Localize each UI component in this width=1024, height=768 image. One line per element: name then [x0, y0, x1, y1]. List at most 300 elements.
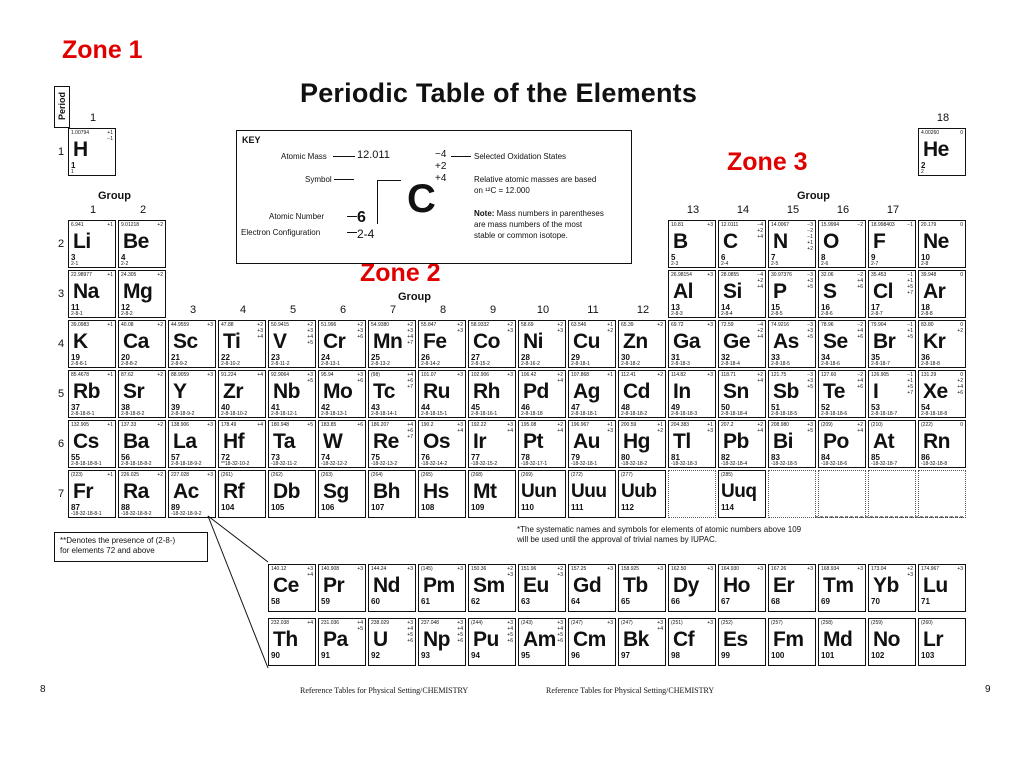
period-number-3: 3	[57, 288, 65, 300]
element-atomic-number: 79	[571, 453, 580, 462]
element-oxidation-states: +3	[707, 566, 713, 572]
element-symbol: N	[773, 230, 788, 253]
element-oxidation-states: +5	[307, 422, 313, 428]
element-symbol: Al	[673, 280, 693, 303]
element-atomic-number: 47	[571, 403, 580, 412]
element-symbol: Y	[173, 380, 187, 403]
element-oxidation-states: +3	[707, 322, 713, 328]
element-oxidation-states: 0	[960, 130, 963, 136]
element-config: 2-8	[921, 261, 929, 267]
element-mass: 186.207	[371, 422, 390, 428]
element-atomic-number: 28	[521, 353, 530, 362]
element-symbol: C	[723, 230, 738, 253]
group-number-5: 5	[289, 304, 297, 316]
element-oxidation-states: −2 +4 +6	[857, 272, 863, 290]
element-atomic-number: 53	[871, 403, 880, 412]
element-oxidation-states: +3	[207, 322, 213, 328]
element-symbol: Db	[273, 480, 300, 503]
element-atomic-number: 76	[421, 453, 430, 462]
element-oxidation-states: +3	[207, 472, 213, 478]
group-number-11: 11	[587, 304, 599, 316]
element-atomic-number: 85	[871, 453, 880, 462]
element-atomic-number: 68	[771, 597, 780, 606]
element-atomic-number: 44	[421, 403, 430, 412]
element-atomic-number: 77	[471, 453, 480, 462]
element-mass: 132.905	[71, 422, 90, 428]
element-mass: 6.941	[71, 222, 84, 228]
element-symbol: Uuu	[571, 481, 607, 502]
element-atomic-number: 55	[71, 453, 80, 462]
element-symbol: Se	[823, 330, 848, 353]
element-oxidation-states: −2 +4 +6	[857, 322, 863, 340]
element-symbol: Cu	[573, 330, 600, 353]
element-config: 2-8-18-16-1	[471, 411, 498, 417]
element-mass: 12.0111	[721, 222, 739, 228]
element-mass: 180.948	[271, 422, 290, 428]
element-config: 2-8-14-2	[421, 361, 440, 367]
element-mass: 78.96	[821, 322, 834, 328]
element-symbol: Si	[723, 280, 742, 303]
group-number-18: 18	[936, 112, 950, 124]
element-atomic-number: 86	[921, 453, 930, 462]
element-config: 2-8-18-10-2	[221, 411, 248, 417]
element-config: 2-8-18-18-8-2	[121, 461, 152, 467]
note-box: **Denotes the presence of (2-8-) for elements 72 and above	[54, 532, 208, 562]
element-atomic-number: 41	[271, 403, 280, 412]
element-atomic-number: 5	[671, 253, 676, 262]
element-atomic-number: 45	[471, 403, 480, 412]
period-header: Period	[54, 86, 70, 128]
element-oxidation-states: +3	[457, 566, 463, 572]
element-mass: 196.967	[571, 422, 590, 428]
element-atomic-number: 52	[821, 403, 830, 412]
element-mass: (259)	[871, 620, 883, 626]
footer-right-text: Reference Tables for Physical Setting/CHEMISTRY	[546, 686, 715, 695]
element-atomic-number: 36	[921, 353, 930, 362]
element-symbol: Kr	[923, 330, 946, 353]
element-symbol: S	[823, 280, 837, 303]
element-mass: (277)	[621, 472, 633, 478]
element-atomic-number: 63	[521, 597, 530, 606]
element-symbol: W	[323, 430, 343, 453]
element-symbol: Po	[823, 430, 849, 453]
element-config: 2-8-18-18-1	[571, 411, 598, 417]
element-mass: (285)	[721, 472, 733, 478]
element-oxidation-states: +4 +5	[357, 620, 363, 632]
element-atomic-number: 87	[71, 503, 80, 512]
element-mass: 55.847	[421, 322, 437, 328]
element-oxidation-states: +3	[707, 620, 713, 626]
element-config: -18-32-18-1	[571, 461, 598, 467]
element-atomic-number: 97	[621, 651, 630, 660]
element-symbol: Hs	[423, 480, 449, 503]
element-atomic-number: 60	[371, 597, 380, 606]
element-mass: (262)	[271, 472, 283, 478]
element-mass: (243)	[521, 620, 533, 626]
element-symbol: Re	[373, 430, 399, 453]
element-config: -18-32-17-1	[521, 461, 548, 467]
element-config: 2-8-18-1	[571, 361, 590, 367]
element-mass: 83.80	[921, 322, 934, 328]
element-symbol: Ho	[723, 574, 750, 597]
element-mass: 39.948	[921, 272, 937, 278]
element-mass: 32.06	[821, 272, 834, 278]
element-atomic-number: 13	[671, 303, 680, 312]
element-mass: 144.24	[371, 566, 387, 572]
key-title: KEY	[242, 135, 261, 145]
element-symbol: As	[773, 330, 799, 353]
element-atomic-number: 95	[521, 651, 530, 660]
element-oxidation-states: +2	[157, 422, 163, 428]
element-atomic-number: 37	[71, 403, 80, 412]
element-oxidation-states: +1	[107, 322, 113, 328]
element-oxidation-states: +2 +4	[557, 372, 563, 384]
key-sample-symbol: C	[407, 177, 436, 221]
element-atomic-number: 59	[321, 597, 330, 606]
element-oxidation-states: +2	[157, 472, 163, 478]
element-oxidation-states: −4 +2 +4	[757, 272, 763, 290]
element-mass: 126.905	[871, 372, 890, 378]
period-number-5: 5	[57, 388, 65, 400]
element-atomic-number: 19	[71, 353, 80, 362]
element-config: 2-8-8-1	[71, 361, 88, 367]
element-symbol: Ni	[523, 330, 543, 353]
element-config: 2-8-18-12-1	[271, 411, 298, 417]
element-config: -18-32-14-2	[421, 461, 448, 467]
element-symbol: Cr	[323, 330, 346, 353]
element-oxidation-states: +3 +4	[307, 566, 313, 578]
element-oxidation-states: +4 +6 +7	[407, 372, 413, 390]
element-oxidation-states: +2	[657, 322, 663, 328]
element-atomic-number: 62	[471, 597, 480, 606]
element-config: 2-8-18-18-5	[771, 411, 798, 417]
element-config: 2-3	[671, 261, 679, 267]
element-mass: 88.9059	[171, 372, 190, 378]
element-atomic-number: 1	[71, 161, 76, 170]
element-oxidation-states: +1	[607, 372, 613, 378]
element-oxidation-states: +2	[657, 372, 663, 378]
element-oxidation-states: +2	[157, 372, 163, 378]
element-mass: (209)	[821, 422, 833, 428]
element-config: **18-32-10-2	[221, 461, 250, 467]
element-symbol: Ti	[223, 330, 241, 353]
element-oxidation-states: +6	[357, 422, 363, 428]
element-oxidation-states: +4	[307, 620, 313, 626]
element-atomic-number: 12	[121, 303, 130, 312]
element-atomic-number: 78	[521, 453, 530, 462]
element-symbol: Sg	[323, 480, 349, 503]
element-mass: 151.96	[521, 566, 537, 572]
element-mass: 28.0855	[721, 272, 740, 278]
element-atomic-number: 71	[921, 597, 930, 606]
element-symbol: Mg	[123, 280, 153, 303]
element-mass: 65.39	[621, 322, 634, 328]
element-oxidation-states: +1 +3	[707, 422, 713, 434]
element-atomic-number: 25	[371, 353, 380, 362]
element-mass: (222)	[921, 422, 933, 428]
element-atomic-number: 3	[71, 253, 76, 262]
element-atomic-number: 91	[321, 651, 330, 660]
group-number-2: 2	[139, 204, 147, 216]
element-mass: 102.906	[471, 372, 490, 378]
element-oxidation-states: +1	[107, 472, 113, 478]
element-mass: 10.81	[671, 222, 684, 228]
element-config: 2-5	[771, 261, 779, 267]
element-symbol: Ca	[123, 330, 149, 353]
group-header-middle: Group	[398, 291, 431, 303]
element-atomic-number: 94	[471, 651, 480, 660]
element-atomic-number: 18	[921, 303, 930, 312]
element-symbol: F	[873, 230, 886, 253]
element-symbol: Fe	[423, 330, 447, 353]
element-config: 2-8-18-18-9-2	[171, 461, 202, 467]
element-oxidation-states: +2 +3 +4 +5	[307, 322, 313, 346]
element-symbol: Co	[473, 330, 500, 353]
element-mass: 167.26	[771, 566, 787, 572]
element-atomic-number: 73	[271, 453, 280, 462]
element-mass: (247)	[621, 620, 633, 626]
element-symbol: Ce	[273, 574, 299, 597]
key-note: Note: Mass numbers in parentheses	[474, 209, 604, 218]
element-symbol: Mn	[373, 330, 403, 353]
element-mass: 18.998403	[871, 222, 895, 228]
element-symbol: Hf	[223, 430, 245, 453]
element-oxidation-states: 0	[960, 422, 963, 428]
element-symbol: O	[823, 230, 839, 253]
element-symbol: Am	[523, 628, 556, 651]
element-atomic-number: 6	[721, 253, 726, 262]
element-symbol: Eu	[523, 574, 549, 597]
element-mass: (257)	[771, 620, 783, 626]
element-symbol: Au	[573, 430, 600, 453]
element-symbol: He	[923, 138, 949, 161]
group-number-1-top: 1	[89, 112, 97, 124]
element-atomic-number: 84	[821, 453, 830, 462]
element-symbol: Rb	[73, 380, 100, 403]
key-sample-number: 6	[357, 209, 366, 226]
element-oxidation-states: −1	[907, 222, 913, 228]
key-relative-note-2: on ¹²C = 12.000	[474, 186, 530, 195]
element-atomic-number: 93	[421, 651, 430, 660]
element-config: 2-8-18-18-8-1	[71, 461, 102, 467]
group-number-9: 9	[489, 304, 497, 316]
element-atomic-number: 51	[771, 403, 780, 412]
element-atomic-number: 98	[671, 651, 680, 660]
element-atomic-number: 104	[221, 503, 235, 512]
element-config: 2-8-10-2	[221, 361, 240, 367]
group-number-12: 12	[636, 304, 650, 316]
element-symbol: Bi	[773, 430, 793, 453]
element-oxidation-states: +3	[757, 566, 763, 572]
key-sample-mass: 12.011	[357, 149, 390, 161]
element-symbol: Cs	[73, 430, 99, 453]
zone-1-label: Zone 1	[62, 36, 143, 64]
period-number-4: 4	[57, 338, 65, 350]
element-atomic-number: 29	[571, 353, 580, 362]
element-config: 2-8-18-18-4	[721, 411, 748, 417]
element-oxidation-states: +3	[707, 272, 713, 278]
element-atomic-number: 69	[821, 597, 830, 606]
group-number-8: 8	[439, 304, 447, 316]
element-symbol: Be	[123, 230, 149, 253]
element-config: 2-8-18-8-2	[121, 411, 145, 417]
element-mass: 15.9994	[821, 222, 840, 228]
element-config: 2-8-16-2	[521, 361, 540, 367]
element-mass: 95.94	[321, 372, 334, 378]
element-mass: (269)	[521, 472, 533, 478]
element-atomic-number: 30	[621, 353, 630, 362]
element-atomic-number: 80	[621, 453, 630, 462]
element-symbol: Zr	[223, 380, 243, 403]
element-symbol: Ru	[423, 380, 450, 403]
group-number-15: 15	[786, 204, 800, 216]
element-mass: (264)	[371, 472, 383, 478]
element-config: -18-32-18-8	[921, 461, 948, 467]
element-symbol: Rf	[223, 480, 245, 503]
period-number-6: 6	[57, 438, 65, 450]
element-config: -18-32-18-8-2	[121, 511, 152, 517]
element-config: 2-8-18-4	[721, 361, 740, 367]
element-mass: 51.996	[321, 322, 337, 328]
element-atomic-number: 49	[671, 403, 680, 412]
element-oxidation-states: +3 +5	[307, 372, 313, 384]
element-atomic-number: 8	[821, 253, 826, 262]
element-mass: (98)	[371, 372, 380, 378]
element-config: 2-8-18-9-2	[171, 411, 195, 417]
element-symbol: Sr	[123, 380, 145, 403]
element-atomic-number: 82	[721, 453, 730, 462]
element-atomic-number: 33	[771, 353, 780, 362]
element-atomic-number: 34	[821, 353, 830, 362]
element-atomic-number: 2	[921, 161, 926, 170]
element-atomic-number: 111	[571, 503, 584, 512]
element-symbol: Pr	[323, 574, 345, 597]
key-config-label: Electron Configuration	[241, 228, 321, 237]
element-atomic-number: 57	[171, 453, 180, 462]
element-mass: 9.01218	[121, 222, 140, 228]
element-atomic-number: 66	[671, 597, 680, 606]
element-mass: 127.60	[821, 372, 837, 378]
element-config: 2-8-18-18-8	[921, 411, 948, 417]
element-mass: (244)	[471, 620, 483, 626]
element-atomic-number: 99	[721, 651, 730, 660]
element-symbol: Lu	[923, 574, 948, 597]
element-mass: 4.00260	[921, 130, 940, 136]
key-atomic-mass-label: Atomic Mass	[281, 152, 327, 161]
key-sample-config: 2-4	[357, 227, 375, 241]
element-oxidation-states: +3	[857, 566, 863, 572]
element-atomic-number: 74	[321, 453, 330, 462]
element-symbol: Rn	[923, 430, 950, 453]
element-atomic-number: 56	[121, 453, 130, 462]
element-symbol: Hg	[623, 430, 650, 453]
element-mass: 138.906	[171, 422, 190, 428]
element-symbol: Uub	[621, 481, 657, 502]
element-symbol: Ne	[923, 230, 949, 253]
element-oxidation-states: −2	[857, 222, 863, 228]
element-symbol: In	[673, 380, 691, 403]
element-atomic-number: 103	[921, 651, 935, 660]
element-oxidation-states: +3 +4	[507, 422, 513, 434]
element-mass: 1.00794	[71, 130, 90, 136]
element-oxidation-states: +2	[157, 272, 163, 278]
element-oxidation-states: +2 +4	[557, 422, 563, 434]
element-symbol: Sn	[723, 380, 749, 403]
element-oxidation-states: +2 +3	[507, 566, 513, 578]
element-mass: (268)	[471, 472, 483, 478]
element-symbol: At	[873, 430, 895, 453]
element-atomic-number: 110	[521, 503, 534, 512]
element-config: 2-7	[871, 261, 879, 267]
element-oxidation-states: +3	[707, 372, 713, 378]
element-mass: 118.71	[721, 372, 736, 378]
element-mass: (265)	[421, 472, 433, 478]
element-mass: 14.0067	[771, 222, 790, 228]
element-config: 2-8-18-2	[621, 361, 640, 367]
element-mass: 85.4678	[71, 372, 90, 378]
element-oxidation-states: +2 +3 +4 +7	[407, 322, 413, 346]
element-atomic-number: 65	[621, 597, 630, 606]
key-sample-ox: −4 +2 +4	[435, 149, 447, 184]
element-oxidation-states: +3 +4 +5 +6	[457, 620, 463, 644]
group-number-13: 13	[686, 204, 700, 216]
element-mass: 69.72	[671, 322, 684, 328]
element-mass: 87.62	[121, 372, 134, 378]
element-config: 2-8-7	[871, 311, 883, 317]
element-atomic-number: 105	[271, 503, 285, 512]
element-config: 2-8-11-2	[271, 361, 290, 367]
element-oxidation-states: −4 +2 +4	[757, 222, 763, 240]
element-config: 2-8-18-18-7	[871, 411, 898, 417]
element-config: 2-8-2	[121, 311, 133, 317]
element-atomic-number: 89	[171, 503, 180, 512]
element-oxidation-states: +3 +4 +5 +6	[507, 620, 513, 644]
element-mass: 58.9332	[471, 322, 490, 328]
period-number-1: 1	[57, 146, 65, 158]
key-note-2: are mass numbers of the most	[474, 220, 583, 229]
element-atomic-number: 81	[671, 453, 680, 462]
element-symbol: Cd	[623, 380, 650, 403]
element-atomic-number: 32	[721, 353, 730, 362]
element-atomic-number: 46	[521, 403, 530, 412]
element-config: 2-8-18-13-1	[321, 411, 348, 417]
group-number-17: 17	[886, 204, 900, 216]
element-atomic-number: 101	[821, 651, 835, 660]
element-atomic-number: 24	[321, 353, 330, 362]
element-mass: (247)	[571, 620, 583, 626]
element-config: 2-8-18-18-6	[821, 411, 848, 417]
group-header-left: Group	[98, 190, 131, 202]
element-mass: 101.07	[421, 372, 437, 378]
element-config: 2-8-18-8-1	[71, 411, 95, 417]
element-symbol: H	[73, 138, 88, 161]
element-symbol: Es	[723, 628, 748, 651]
element-symbol: Ba	[123, 430, 149, 453]
element-symbol: No	[873, 628, 900, 651]
key-relative-note-1: Relative atomic masses are based	[474, 175, 597, 184]
element-symbol: Cm	[573, 628, 606, 651]
element-config: -18-32-15-2	[471, 461, 498, 467]
element-oxidation-states: 0	[960, 272, 963, 278]
element-atomic-number: 9	[871, 253, 876, 262]
element-symbol: Sb	[773, 380, 799, 403]
element-oxidation-states: +3	[407, 566, 413, 572]
element-symbol: I	[873, 380, 879, 403]
element-symbol: Th	[273, 628, 298, 651]
element-mass: 35.453	[871, 272, 887, 278]
element-oxidation-states: +4 +6 +7	[407, 422, 413, 440]
element-mass: 112.41	[621, 372, 636, 378]
